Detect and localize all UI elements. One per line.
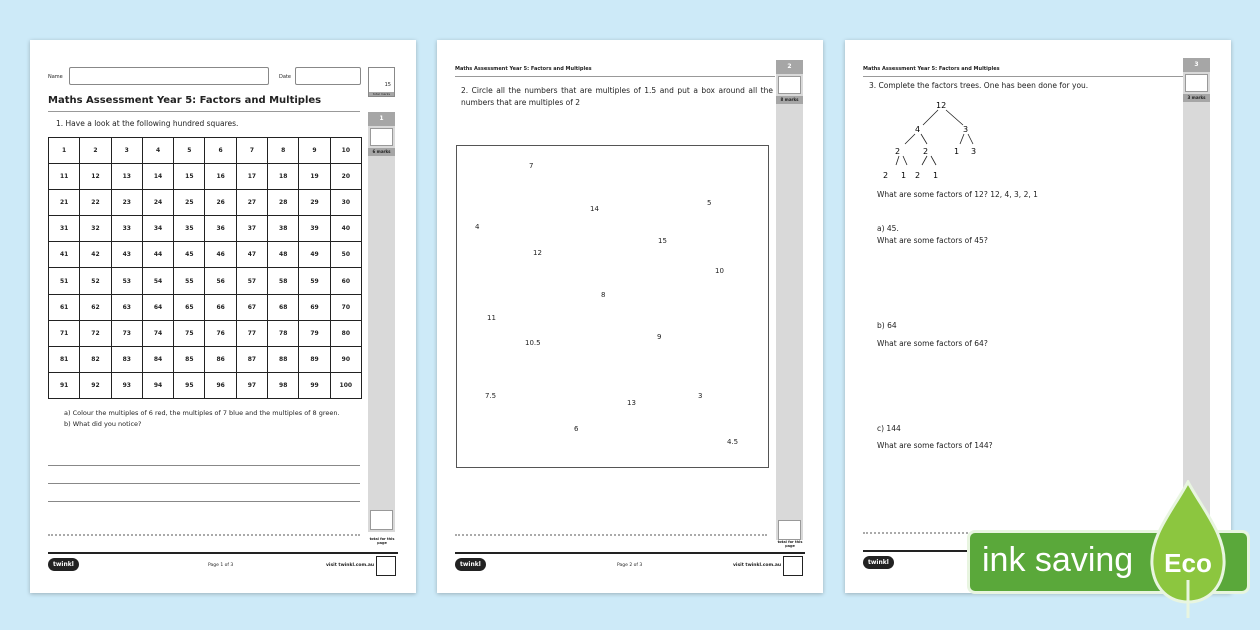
scattered-number[interactable]: 15 — [658, 237, 667, 245]
tree-node: 1 — [933, 171, 939, 180]
grid-cell[interactable]: 9 — [299, 138, 330, 164]
part-b-question: What are some factors of 64? — [877, 339, 988, 348]
worksheet-page-2 — [437, 40, 823, 593]
grid-cell[interactable]: 61 — [49, 294, 80, 320]
grid-cell[interactable]: 62 — [80, 294, 111, 320]
website-link[interactable]: visit twinkl.com.au — [326, 563, 375, 568]
website-link[interactable]: visit twinkl.com.au — [733, 563, 782, 568]
grid-cell[interactable]: 64 — [142, 294, 173, 320]
tree-node: 2 — [883, 171, 889, 180]
total-page-label: total for this page — [369, 537, 395, 545]
grid-cell[interactable]: 15 — [174, 164, 205, 190]
grid-cell[interactable]: 54 — [142, 268, 173, 294]
grid-cell[interactable]: 34 — [142, 216, 173, 242]
grid-cell[interactable]: 51 — [49, 268, 80, 294]
grid-cell[interactable]: 32 — [80, 216, 111, 242]
scattered-number[interactable]: 4.5 — [727, 438, 739, 446]
marks-box[interactable] — [1185, 74, 1208, 92]
part-a-text: a) Colour the multiples of 6 red, the multiples of 7 blue and the multiples of 8 green. — [64, 409, 340, 417]
grid-cell[interactable]: 42 — [80, 242, 111, 268]
answer-line[interactable] — [48, 465, 360, 466]
grid-cell[interactable]: 33 — [111, 216, 142, 242]
question-number: 1 — [368, 112, 395, 126]
part-b-text: b) What did you notice? — [64, 420, 142, 428]
grid-cell[interactable]: 19 — [299, 164, 330, 190]
scattered-number[interactable]: 4 — [475, 223, 480, 231]
tree-node: 3 — [971, 147, 977, 156]
grid-cell[interactable]: 18 — [268, 164, 299, 190]
total-page-label: total for this page — [777, 540, 803, 548]
grid-cell[interactable]: 58 — [268, 268, 299, 294]
scattered-number[interactable]: 12 — [533, 249, 542, 257]
tree-node: 12 — [936, 101, 947, 110]
total-marks: 15 — [384, 82, 391, 88]
eco-label: Eco — [1164, 548, 1212, 578]
grid-cell[interactable]: 84 — [142, 346, 173, 372]
grid-cell[interactable]: 22 — [80, 190, 111, 216]
grid-cell[interactable]: 4 — [142, 138, 173, 164]
grid-cell[interactable]: 6 — [205, 138, 236, 164]
grid-cell[interactable]: 97 — [236, 372, 267, 398]
footer-rule — [455, 552, 805, 554]
grid-cell[interactable]: 67 — [236, 294, 267, 320]
grid-cell[interactable]: 38 — [268, 216, 299, 242]
grid-cell[interactable]: 3 — [111, 138, 142, 164]
marks-label: 6 marks — [368, 148, 395, 156]
grid-cell[interactable]: 30 — [330, 190, 361, 216]
scattered-number[interactable]: 13 — [627, 399, 636, 407]
grid-row — [49, 294, 362, 320]
grid-cell[interactable]: 95 — [174, 372, 205, 398]
page-header: Maths Assessment Year 5: Factors and Multiples — [863, 66, 1183, 77]
grid-cell[interactable]: 10 — [330, 138, 361, 164]
worksheet-page-1 — [30, 40, 416, 593]
grid-cell[interactable]: 24 — [142, 190, 173, 216]
scattered-number[interactable]: 9 — [657, 333, 662, 341]
date-field[interactable] — [295, 67, 361, 85]
tree-node: 1 — [954, 147, 960, 156]
scattered-number[interactable]: 10.5 — [525, 339, 541, 347]
tree-node: 4 — [915, 125, 921, 134]
grid-row — [49, 372, 362, 398]
name-field[interactable] — [69, 67, 269, 85]
grid-cell[interactable]: 77 — [236, 320, 267, 346]
grid-cell[interactable]: 27 — [236, 190, 267, 216]
grid-cell[interactable]: 73 — [111, 320, 142, 346]
grid-cell[interactable]: 46 — [205, 242, 236, 268]
factor-tree — [865, 98, 1005, 182]
grid-cell[interactable]: 57 — [236, 268, 267, 294]
grid-cell[interactable]: 14 — [142, 164, 173, 190]
dotted-divider — [48, 534, 360, 536]
footer-rule — [48, 552, 398, 554]
page-total-box[interactable] — [370, 510, 393, 530]
grid-cell[interactable]: 74 — [142, 320, 173, 346]
scattered-number[interactable]: 3 — [698, 392, 703, 400]
grid-cell[interactable]: 94 — [142, 372, 173, 398]
grid-cell[interactable]: 36 — [205, 216, 236, 242]
grid-cell[interactable]: 87 — [236, 346, 267, 372]
grid-cell[interactable]: 17 — [236, 164, 267, 190]
question-text: 2. Circle all the numbers that are multiples of 1.5 and put a box around all the numbers that are multiples of 2 — [461, 86, 773, 107]
grid-cell[interactable]: 12 — [80, 164, 111, 190]
grid-cell[interactable]: 79 — [299, 320, 330, 346]
grid-cell[interactable]: 37 — [236, 216, 267, 242]
grid-cell[interactable]: 96 — [205, 372, 236, 398]
grid-cell[interactable]: 71 — [49, 320, 80, 346]
scattered-number[interactable]: 11 — [487, 314, 496, 322]
question-text: 3. Complete the factors trees. One has been done for you. — [869, 81, 1089, 90]
scattered-number[interactable]: 7.5 — [485, 392, 497, 400]
grid-cell[interactable]: 2 — [80, 138, 111, 164]
part-c-question: What are some factors of 144? — [877, 441, 993, 450]
grid-cell[interactable]: 16 — [205, 164, 236, 190]
page-total-box[interactable] — [778, 520, 801, 540]
grid-cell[interactable]: 47 — [236, 242, 267, 268]
page-number: Page 1 of 3 — [208, 563, 234, 568]
grid-cell[interactable]: 69 — [299, 294, 330, 320]
grid-cell[interactable]: 59 — [299, 268, 330, 294]
tree-node: 3 — [963, 125, 969, 134]
grid-cell[interactable]: 25 — [174, 190, 205, 216]
grid-cell[interactable]: 93 — [111, 372, 142, 398]
grid-cell[interactable]: 20 — [330, 164, 361, 190]
total-marks-box — [368, 67, 395, 97]
answer-line[interactable] — [48, 483, 360, 484]
grid-cell[interactable]: 100 — [330, 372, 361, 398]
grid-cell[interactable]: 72 — [80, 320, 111, 346]
grid-row — [49, 242, 362, 268]
grid-cell[interactable]: 70 — [330, 294, 361, 320]
grid-cell[interactable]: 88 — [268, 346, 299, 372]
part-c-label: c) 144 — [877, 424, 901, 433]
marks-box[interactable] — [370, 128, 393, 146]
grid-cell[interactable]: 49 — [299, 242, 330, 268]
quality-badge-icon — [376, 556, 396, 576]
grid-cell[interactable]: 85 — [174, 346, 205, 372]
grid-cell[interactable]: 81 — [49, 346, 80, 372]
grid-cell[interactable]: 78 — [268, 320, 299, 346]
twinkl-logo: twinkl — [863, 556, 894, 569]
grid-cell[interactable]: 75 — [174, 320, 205, 346]
page-header: Maths Assessment Year 5: Factors and Multiples — [455, 66, 775, 77]
grid-cell[interactable]: 1 — [49, 138, 80, 164]
marks-box[interactable] — [778, 76, 801, 94]
quality-badge-icon — [783, 556, 803, 576]
grid-cell[interactable]: 40 — [330, 216, 361, 242]
grid-cell[interactable]: 63 — [111, 294, 142, 320]
grid-cell[interactable]: 53 — [111, 268, 142, 294]
grid-cell[interactable]: 76 — [205, 320, 236, 346]
name-label: Name — [48, 74, 63, 80]
grid-cell[interactable]: 91 — [49, 372, 80, 398]
grid-cell[interactable]: 45 — [174, 242, 205, 268]
grid-cell[interactable]: 65 — [174, 294, 205, 320]
grid-cell[interactable]: 23 — [111, 190, 142, 216]
grid-cell[interactable]: 44 — [142, 242, 173, 268]
scattered-number[interactable]: 5 — [707, 199, 712, 207]
grid-cell[interactable]: 48 — [268, 242, 299, 268]
grid-cell[interactable]: 31 — [49, 216, 80, 242]
grid-row — [49, 346, 362, 372]
grid-cell[interactable]: 92 — [80, 372, 111, 398]
marks-sidebar — [368, 112, 395, 532]
grid-row — [49, 190, 362, 216]
grid-cell[interactable]: 7 — [236, 138, 267, 164]
ink-saving-label: ink saving — [982, 541, 1134, 579]
grid-cell[interactable]: 82 — [80, 346, 111, 372]
question-number: 3 — [1183, 58, 1210, 72]
tree-node: 2 — [895, 147, 901, 156]
grid-row — [49, 138, 362, 164]
grid-cell[interactable]: 41 — [49, 242, 80, 268]
grid-cell[interactable]: 55 — [174, 268, 205, 294]
page-title: Maths Assessment Year 5: Factors and Multiples — [48, 95, 360, 112]
grid-cell[interactable]: 28 — [268, 190, 299, 216]
scattered-number[interactable]: 14 — [590, 205, 599, 213]
scattered-number[interactable]: 7 — [529, 162, 534, 170]
grid-cell[interactable]: 86 — [205, 346, 236, 372]
grid-cell[interactable]: 89 — [299, 346, 330, 372]
grid-cell[interactable]: 43 — [111, 242, 142, 268]
grid-row — [49, 320, 362, 346]
grid-cell[interactable]: 66 — [205, 294, 236, 320]
grid-cell[interactable]: 8 — [268, 138, 299, 164]
marks-label: 8 marks — [776, 96, 803, 104]
numbers-box — [456, 145, 769, 468]
question-number: 2 — [776, 60, 803, 74]
total-marks-label: total marks — [369, 92, 394, 96]
grid-cell[interactable]: 29 — [299, 190, 330, 216]
tree-node: 2 — [923, 147, 929, 156]
scattered-number[interactable]: 10 — [715, 267, 724, 275]
scattered-number[interactable]: 8 — [601, 291, 606, 299]
grid-cell[interactable]: 5 — [174, 138, 205, 164]
hundred-square — [48, 137, 362, 399]
twinkl-logo: twinkl — [48, 558, 79, 571]
part-a-question: What are some factors of 45? — [877, 236, 988, 245]
grid-cell[interactable]: 80 — [330, 320, 361, 346]
date-label: Date — [279, 74, 291, 80]
grid-cell[interactable]: 99 — [299, 372, 330, 398]
answer-line[interactable] — [48, 501, 360, 502]
grid-cell[interactable]: 26 — [205, 190, 236, 216]
twinkl-logo: twinkl — [455, 558, 486, 571]
scattered-number[interactable]: 6 — [574, 425, 579, 433]
eco-leaf-icon — [1148, 480, 1228, 620]
grid-cell[interactable]: 39 — [299, 216, 330, 242]
tree-node: 1 — [901, 171, 907, 180]
grid-cell[interactable]: 56 — [205, 268, 236, 294]
grid-row — [49, 164, 362, 190]
part-b-label: b) 64 — [877, 321, 897, 330]
grid-row — [49, 216, 362, 242]
grid-row — [49, 268, 362, 294]
grid-cell[interactable]: 83 — [111, 346, 142, 372]
grid-cell[interactable]: 68 — [268, 294, 299, 320]
tree-node: 2 — [915, 171, 921, 180]
grid-cell[interactable]: 50 — [330, 242, 361, 268]
dotted-divider — [455, 534, 767, 536]
marks-label: 3 marks — [1183, 94, 1210, 102]
grid-cell[interactable]: 98 — [268, 372, 299, 398]
question-text: 1. Have a look at the following hundred squares. — [56, 119, 239, 128]
example-answer: What are some factors of 12? 12, 4, 3, 2, 1 — [877, 190, 1038, 199]
grid-cell[interactable]: 11 — [49, 164, 80, 190]
part-a-label: a) 45. — [877, 224, 899, 233]
grid-cell[interactable]: 60 — [330, 268, 361, 294]
grid-cell[interactable]: 52 — [80, 268, 111, 294]
page-number: Page 2 of 3 — [617, 563, 643, 568]
grid-cell[interactable]: 35 — [174, 216, 205, 242]
grid-cell[interactable]: 13 — [111, 164, 142, 190]
grid-cell[interactable]: 90 — [330, 346, 361, 372]
marks-sidebar — [776, 60, 803, 540]
marks-sidebar — [1183, 58, 1210, 538]
grid-cell[interactable]: 21 — [49, 190, 80, 216]
